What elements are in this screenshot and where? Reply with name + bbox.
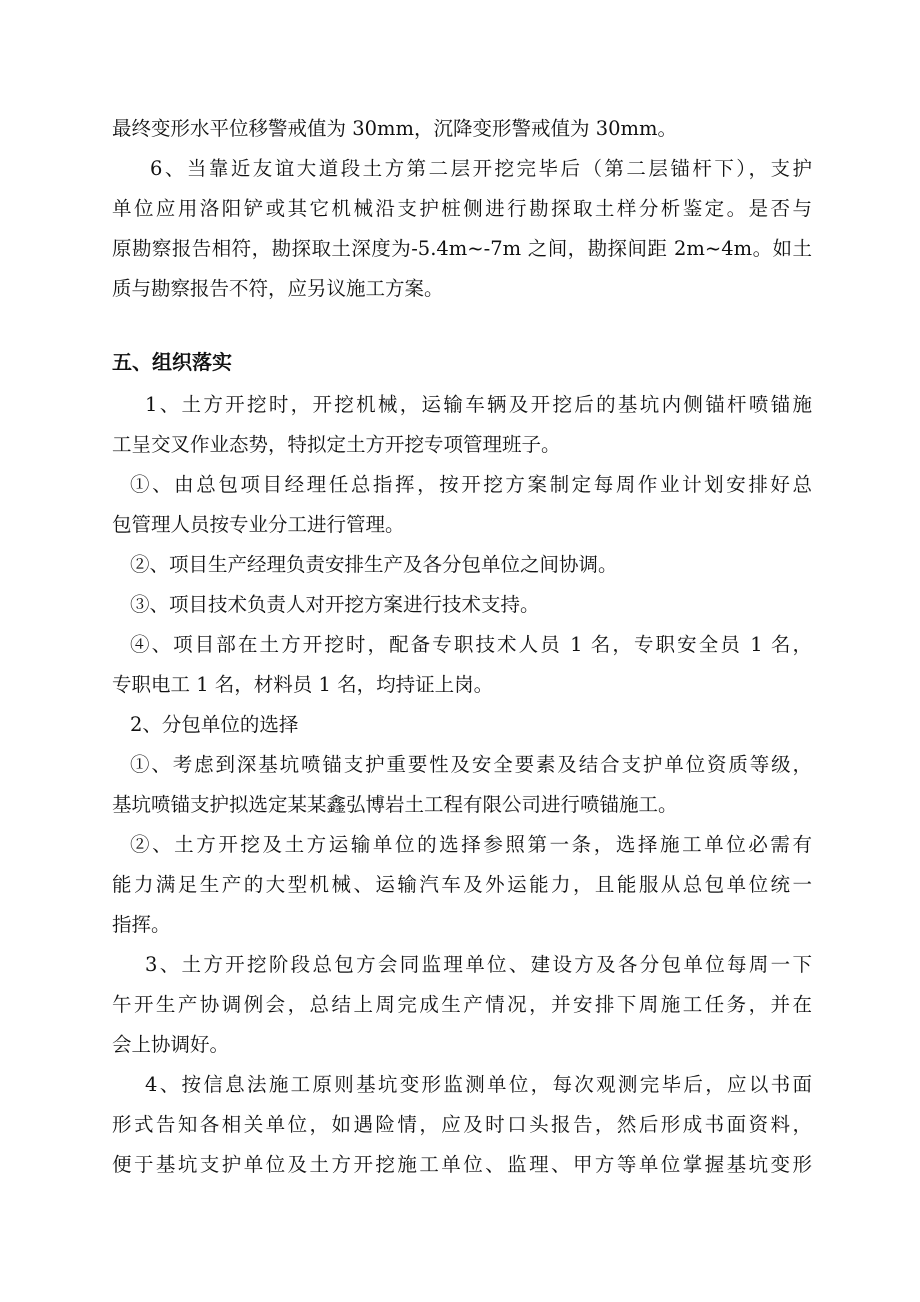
text-line: ①、考虑到深基坑喷锚支护重要性及安全要素及结合支护单位资质等级，: [130, 753, 812, 776]
text-line: 基坑喷锚支护拟选定某某鑫弘博岩土工程有限公司进行喷锚施工。: [112, 793, 678, 816]
text-line: 4、按信息法施工原则基坑变形监测单位，每次观测完毕后，应以书面: [145, 1073, 812, 1096]
text-line: 专职电工 1 名，材料员 1 名，均持证上岗。: [112, 673, 494, 696]
text-line: 质与勘察报告不符，应另议施工方案。: [112, 277, 444, 300]
text-line: 午开生产协调例会，总结上周完成生产情况，并安排下周施工任务，并在: [112, 993, 812, 1016]
text-line: 能力满足生产的大型机械、运输汽车及外运能力，且能服从总包单位统一: [112, 873, 812, 896]
text-line: 工呈交叉作业态势，特拟定土方开挖专项管理班子。: [112, 433, 561, 456]
text-line: ②、项目生产经理负责安排生产及各分包单位之间协调。: [130, 553, 618, 576]
text-line: 指挥。: [112, 913, 171, 936]
text-line: 6、当靠近友谊大道段土方第二层开挖完毕后（第二层锚杆下），支护: [150, 157, 812, 180]
text-line: 会上协调好。: [112, 1033, 230, 1056]
text-line: 形式告知各相关单位，如遇险情，应及时口头报告，然后形成书面资料，: [112, 1113, 812, 1136]
text-line: 3、土方开挖阶段总包方会同监理单位、建设方及各分包单位每周一下: [145, 953, 812, 976]
text-line: 包管理人员按专业分工进行管理。: [112, 513, 405, 536]
section-heading: 五、组织落实: [112, 350, 232, 374]
text-line: 便于基坑支护单位及土方开挖施工单位、监理、甲方等单位掌握基坑变形: [112, 1153, 812, 1176]
text-line: ①、由总包项目经理任总指挥，按开挖方案制定每周作业计划安排好总: [130, 473, 812, 496]
text-line: 2、分包单位的选择: [130, 713, 299, 736]
text-line: ③、项目技术负责人对开挖方案进行技术支持。: [130, 593, 540, 616]
text-line: 1、土方开挖时，开挖机械，运输车辆及开挖后的基坑内侧锚杆喷锚施: [145, 393, 812, 416]
text-line: 原勘察报告相符，勘探取土深度为-5.4m~-7m 之间，勘探间距 2m~4m。如土: [112, 237, 812, 260]
text-line: ④、项目部在土方开挖时，配备专职技术人员 1 名，专职安全员 1 名，: [130, 633, 812, 656]
text-line: 最终变形水平位移警戒值为 30mm，沉降变形警戒值为 30mm。: [112, 117, 677, 140]
text-line: 单位应用洛阳铲或其它机械沿支护桩侧进行勘探取土样分析鉴定。是否与: [112, 197, 812, 220]
text-line: ②、土方开挖及土方运输单位的选择参照第一条，选择施工单位必需有: [130, 833, 812, 856]
